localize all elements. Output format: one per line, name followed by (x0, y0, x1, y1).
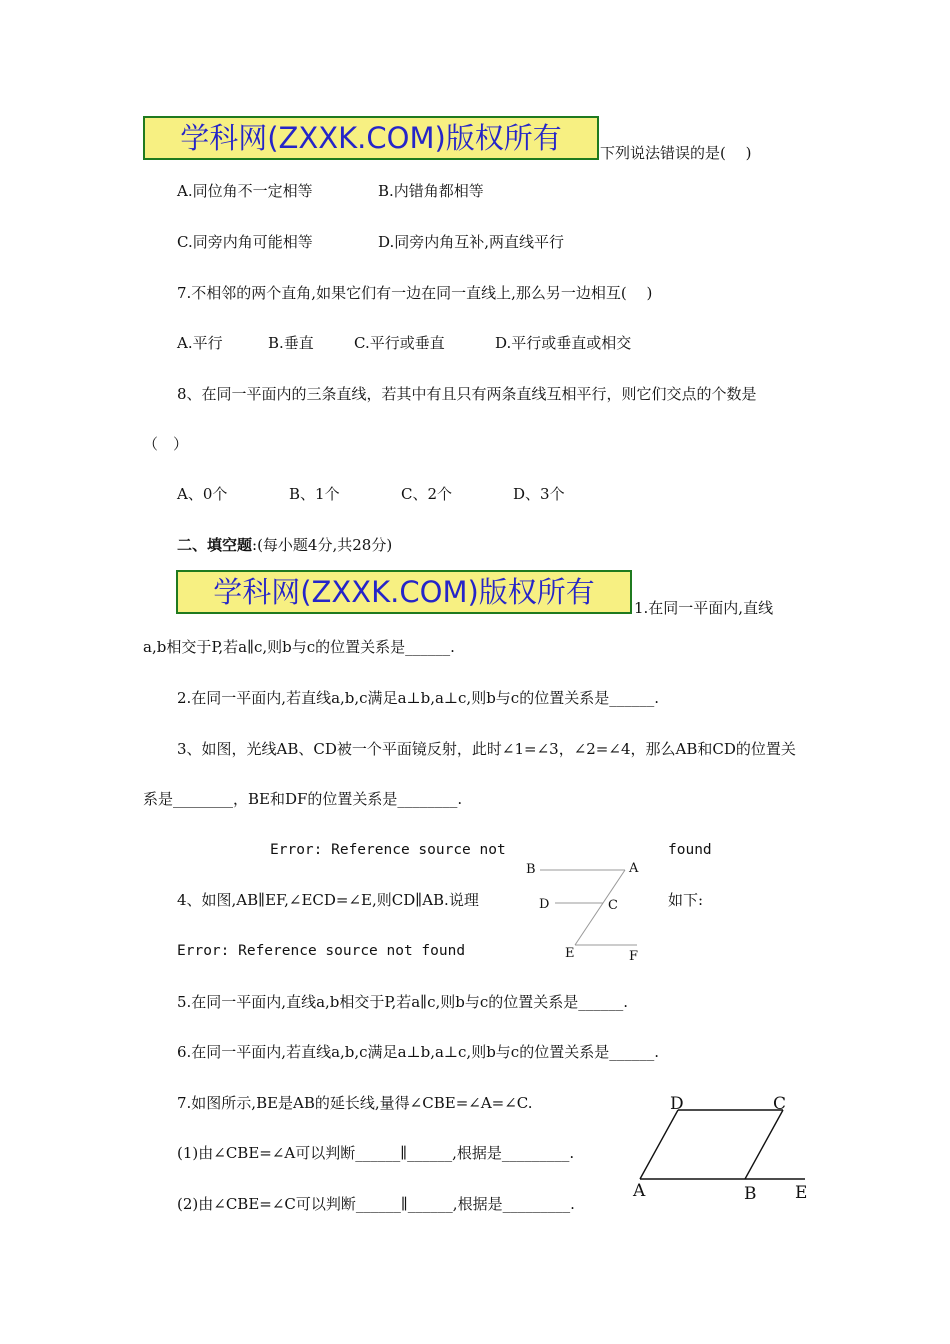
error-reference-left: Error: Reference source not (270, 842, 506, 858)
fill4-right: 如下: (668, 891, 704, 909)
q6-option-b: B.内错角都相等 (378, 182, 484, 200)
q7-option-d: D.平行或垂直或相交 (495, 334, 632, 352)
q7-option-b: B.垂直 (268, 334, 314, 352)
q6-option-a: A.同位角不一定相等 (177, 182, 313, 200)
q7-option-c: C.平行或垂直 (354, 334, 445, 352)
section2-heading (177, 535, 392, 555)
fill3-line2: 系是________，BE和DF的位置关系是________. (143, 790, 463, 808)
fill5: 5.在同一平面内,直线a,b相交于P,若a∥c,则b与c的位置关系是______. (177, 993, 629, 1011)
fill7-stem: 7.如图所示,BE是AB的延长线,量得∠CBE=∠A=∠C. (177, 1094, 533, 1112)
q8-option-c: C、2个 (401, 485, 453, 503)
label-d: D (670, 1094, 684, 1114)
section2-title: 二、填空题 (177, 536, 253, 554)
label-b: B (526, 862, 536, 877)
label-e: E (795, 1183, 808, 1203)
fill6: 6.在同一平面内,若直线a,b,c满足a⊥b,a⊥c,则b与c的位置关系是______. (177, 1043, 659, 1061)
fill1-line2: a,b相交于P,若a∥c,则b与c的位置关系是______. (143, 638, 455, 656)
label-a: A (629, 861, 639, 876)
fill7-part1: (1)由∠CBE=∠A可以判断______∥______,根据是_________. (177, 1144, 575, 1162)
label-d: D (539, 897, 550, 912)
error-reference-right: found (668, 842, 712, 858)
label-b: B (744, 1184, 757, 1204)
fill7-part2: (2)由∠CBE=∠C可以判断______∥______,根据是_________. (177, 1195, 575, 1213)
q8-option-a: A、0个 (177, 485, 228, 503)
label-a: A (633, 1181, 646, 1201)
side-da (640, 1110, 678, 1179)
label-c: C (608, 898, 618, 913)
q7-option-a: A.平行 (177, 334, 223, 352)
figure-parallelogram (625, 1090, 825, 1210)
fill3-line1: 3、如图，光线AB、CD被一个平面镜反射，此时∠1=∠3，∠2=∠4，那么AB和CD的位置关 (177, 740, 796, 758)
watermark-banner-2: 学科网(ZXXK.COM)版权所有 (176, 570, 632, 614)
q8-option-d: D、3个 (513, 485, 565, 503)
label-f: F (629, 949, 639, 964)
figure-z-lines (520, 855, 650, 965)
fill4-left: 4、如图,AB∥EF,∠ECD=∠E,则CD∥AB.说理 (177, 891, 479, 909)
watermark-banner: 学科网(ZXXK.COM)版权所有 (143, 116, 599, 160)
label-c: C (773, 1094, 787, 1114)
q6-option-c: C.同旁内角可能相等 (177, 233, 313, 251)
label-e: E (565, 946, 575, 961)
fill2: 2.在同一平面内,若直线a,b,c满足a⊥b,a⊥c,则b与c的位置关系是______. (177, 689, 659, 707)
q7-stem: 7.不相邻的两个直角,如果它们有一边在同一直线上,那么另一边相互( ) (177, 284, 653, 302)
side-cb (745, 1110, 783, 1179)
fill1-tail: 1.在同一平面内,直线 (634, 599, 774, 617)
section2-note: :(每小题4分,共28分) (252, 536, 393, 554)
q8-stem-line2: （ ） (143, 435, 189, 453)
q6-stem: 下列说法错误的是( ) (600, 144, 752, 162)
q6-option-d: D.同旁内角互补,两直线平行 (378, 233, 565, 251)
q8-stem-line1: 8、在同一平面内的三条直线，若其中有且只有两条直线互相平行，则它们交点的个数是 (177, 385, 757, 403)
error-reference-2: Error: Reference source not found (177, 943, 466, 959)
q8-option-b: B、1个 (289, 485, 340, 503)
